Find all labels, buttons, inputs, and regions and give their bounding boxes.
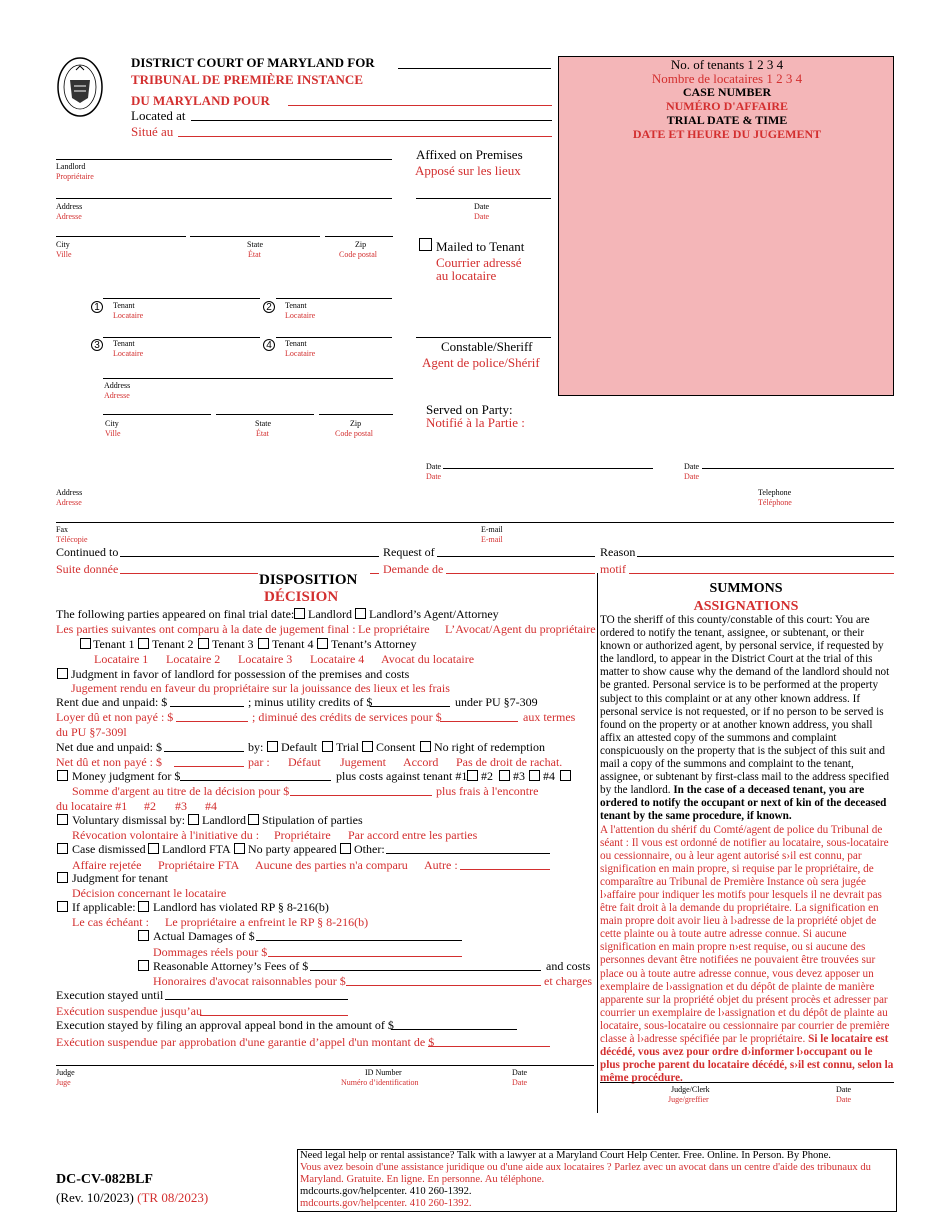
landlord-state-label-fr: État: [248, 250, 261, 259]
rent-pu-label-fr: aux termes: [523, 710, 576, 724]
affixed-date-label: Date: [474, 202, 490, 211]
bond-line-fr[interactable]: [428, 1046, 550, 1047]
noright-label: No right of redemption: [434, 740, 545, 754]
case-info-box: [558, 56, 894, 396]
landlord-address-line[interactable]: [56, 198, 392, 199]
rent-label: Rent due and unpaid: $: [56, 695, 168, 709]
located-label: Located at: [131, 108, 186, 123]
voluntary-label-fr: Révocation volontaire à l'initiative du :: [72, 828, 260, 842]
tenant-attorney-label-fr: Avocat du locataire: [381, 652, 475, 666]
default-checkbox[interactable]: [267, 741, 278, 752]
form-id: DC-CV-082BLF: [56, 1172, 153, 1187]
fax-label: Fax: [56, 525, 68, 534]
affixed-date-label-fr: Date: [474, 212, 490, 221]
net-line-fr[interactable]: [174, 766, 244, 767]
tenant2-checkbox[interactable]: [138, 638, 149, 649]
disposition-title: DISPOSITION: [259, 572, 358, 588]
reason-label-fr: motif: [600, 562, 626, 576]
money-costs-label-fr: plus frais à l'encontre: [436, 784, 539, 798]
landlord-zip-label: Zip: [355, 240, 367, 249]
form-revision-en: (Rev. 10/2023): [56, 1190, 134, 1205]
served-label: Served on Party:: [426, 402, 513, 417]
money-t4-label-fr: #4: [205, 799, 217, 813]
located-label-fr: Situé au: [131, 124, 174, 139]
contact-address-label: Address: [56, 488, 83, 497]
fees-line[interactable]: [310, 970, 541, 971]
tenant-1-label: Tenant: [113, 301, 135, 310]
voluntary-stip-label-fr: Par accord entre les parties: [348, 828, 478, 842]
rent-pu-label-fr2: du PU §7-309l: [56, 725, 127, 739]
mailed-label-fr1: Courrier adressé: [436, 255, 522, 270]
landlord-state-line[interactable]: [190, 236, 320, 237]
summons-body-en: TO the sheriff of this county/constable of this court: You are ordered to notify the tenant, assignee, or subtenant, or their known or authorized agent, by personal service, if requested by the landlord, to appear in the District Court at the trial of this matter to show cause why the demand of the landlord should not be granted. Personal service is to be performed at the property subject to this complaint or at any other known address. If personal service is not requested, or if no person to be served is found on the property or at another known address, you shall affix an attested copy of the summons and complaint conspicuously on the property that is the subject of this suit and mail a copy of the summons and complaint to the tenant, assignee, or subtenant by first-class mail to the address specified by the landlord.: [600, 614, 890, 797]
money-judgment-label: Money judgment for $: [72, 769, 181, 783]
reason-line[interactable]: [637, 556, 894, 557]
court-seal-icon: [56, 56, 104, 118]
contact-address-label-fr: Adresse: [56, 498, 82, 507]
rent-credits-label: ; minus utility credits of $: [248, 695, 373, 709]
landlord-zip-line[interactable]: [325, 236, 393, 237]
judge-label: Judge: [56, 1068, 75, 1077]
continued-label: Continued to: [56, 545, 119, 559]
judgment-tenant-label: Judgment for tenant: [72, 871, 168, 885]
tenant-3-label-fr: Locataire: [113, 349, 144, 358]
summons-body-en-bold: In the case of a deceased tenant, you are ordered to notify the occupant or next of kin of the deceased tenant by the same procedure, if known.: [600, 784, 887, 823]
bond-line[interactable]: [391, 1029, 517, 1030]
actual-damages-line-fr[interactable]: [268, 956, 462, 957]
summons-body: [600, 614, 895, 1085]
constable-line[interactable]: [416, 337, 551, 338]
judge-label-fr: Juge: [56, 1078, 71, 1087]
tenant-city-line[interactable]: [103, 414, 211, 415]
mailed-checkbox[interactable]: [419, 238, 432, 251]
money-judgment-checkbox[interactable]: [57, 770, 68, 781]
actual-damages-line[interactable]: [256, 940, 462, 941]
tenant1-label: Tenant 1: [93, 637, 135, 651]
default-label: Default: [281, 740, 317, 754]
actual-damages-label: Actual Damages of $: [153, 929, 255, 943]
net-label: Net due and unpaid: $: [56, 740, 162, 754]
money-tenant1-label-fr: du locataire #1: [56, 799, 128, 813]
summons-body-fr: A l'attention du shérif du Comté/agent de police du Tribunal de séant : Il vous est ordonné de notifier au locataire, sous-locataire ou cessionnaire, ou à leur agent autorisé s›il est connu, par signification en main propre, si requise par le propriétaire, de comparaître au Tribunal de Première Instance où sera jugée l›affaire pour indiquer les motifs pour lesquels il ne devrait pas être fait droit à la demande du propriétaire. La signification en main propre doit avoir lieu à l›adresse de la propriété objet de cette plainte ou à toute autre adresse connue. Si aucune signification en main propre n›est requise, ou si aucune des personnes devant être notifiées ne pouvaient être trouvées sur place ou à toute autre adresse connue, vous devez apposer un exemplaire de l›assignation et du dépôt de plainte de manière apparente sur la propriété objet du présent procès et adresser par courrier un exemplaire de l›assignation et du dépôt de plainte au locataire, sous-locataire ou cessionnaire par courrier de première classe à l›adresse spécifiée par le propriétaire.: [600, 823, 890, 1045]
noparty-label: No party appeared: [248, 842, 337, 856]
tenant-address-label-fr: Adresse: [104, 391, 130, 400]
affixed-date-line[interactable]: [416, 198, 551, 199]
appeared-text: The following parties appeared on final trial date:: [56, 607, 295, 621]
landlord-city-label-fr: Ville: [56, 250, 72, 259]
violated-label-fr: Le propriétaire a enfreint le RP § 8-216(b): [165, 915, 369, 929]
tenant-3-number: 3: [91, 339, 103, 351]
net-label-fr: Net dû et non payé : $: [56, 755, 162, 769]
landlord-state-label: State: [247, 240, 263, 249]
judge-id-label: ID Number: [365, 1068, 402, 1077]
request-label: Request of: [383, 545, 435, 559]
case-number-fr: NUMÉRO D'AFFAIRE: [665, 99, 789, 113]
email-label-fr: E-mail: [481, 535, 503, 544]
clerk-date-label-fr: Date: [836, 1095, 852, 1104]
bond-label: Execution stayed by filing an approval appeal bond in the amount of $: [56, 1018, 394, 1032]
violated-checkbox[interactable]: [138, 901, 149, 912]
clerk-label-fr: Juge/greffier: [668, 1095, 709, 1104]
tenant3-label: Tenant 3: [212, 637, 254, 651]
appeared-landlord-checkbox[interactable]: [294, 608, 305, 619]
rent-credits-label-fr: ; diminué des crédits de services pour $: [252, 710, 442, 724]
clerk-label: Judge/Clerk: [671, 1085, 710, 1094]
tenant-4-line[interactable]: [276, 337, 392, 338]
judgment-possession-label: Judgment in favor of landlord for possession of the premises and costs: [71, 667, 410, 681]
contact-line[interactable]: [56, 522, 894, 523]
tenant1-label-fr: Locataire 1: [94, 652, 149, 666]
clerk-signature-line[interactable]: [600, 1082, 894, 1083]
request-line-fr[interactable]: [446, 573, 595, 574]
continued-line-fr-b[interactable]: [370, 573, 379, 574]
tenant2-label-fr: Locataire 2: [166, 652, 221, 666]
voluntary-stip-checkbox[interactable]: [248, 814, 259, 825]
ifapplicable-label: If applicable:: [72, 900, 136, 914]
served-date-label-2-fr: Date: [684, 472, 700, 481]
tenant4-label: Tenant 4: [272, 637, 314, 651]
continued-label-fr: Suite donnée: [56, 562, 119, 576]
tenant-state-label: State: [255, 419, 271, 428]
ifapplicable-label-fr: Le cas échéant :: [72, 915, 149, 929]
landlord-line[interactable]: [56, 159, 392, 160]
dismissed-label-fr: Affaire rejetée: [72, 858, 142, 872]
other-checkbox[interactable]: [340, 843, 351, 854]
judge-signature-line[interactable]: [56, 1065, 594, 1066]
served-date-label-1: Date: [426, 462, 442, 471]
tenant2-label: Tenant 2: [152, 637, 194, 651]
voluntary-stip-label: Stipulation of parties: [262, 813, 363, 827]
judgment-possession-label-fr: Jugement rendu en faveur du propriétaire sur la jouissance des lieux et les frais: [71, 681, 450, 695]
fees-line-fr[interactable]: [346, 985, 541, 986]
summons-title-fr: ASSIGNATIONS: [693, 599, 799, 614]
reason-line-fr[interactable]: [629, 573, 894, 574]
tenant-city-label-fr: Ville: [105, 429, 121, 438]
tenant-2-number: 2: [263, 301, 275, 313]
tenant-4-label: Tenant: [285, 339, 307, 348]
landlord-address-label: Address: [56, 202, 83, 211]
trial-date-en: TRIAL DATE & TIME: [666, 113, 788, 127]
stayed-line-fr[interactable]: [200, 1015, 348, 1016]
tenant-state-line[interactable]: [216, 414, 314, 415]
stayed-line[interactable]: [165, 999, 348, 1000]
tenant-city-label: City: [105, 419, 119, 428]
summons-divider: [597, 573, 598, 1113]
consent-checkbox[interactable]: [362, 741, 373, 752]
rent-line-fr[interactable]: [176, 721, 248, 722]
tenants-count-en: No. of tenants 1 2 3 4: [670, 57, 784, 72]
voluntary-landlord-label: Landlord: [202, 813, 246, 827]
tenant-attorney-checkbox[interactable]: [317, 638, 328, 649]
dismissed-label: Case dismissed: [72, 842, 146, 856]
case-number-en: CASE NUMBER: [682, 85, 772, 99]
disposition-title-fr: DÉCISION: [264, 589, 339, 605]
fees-label: Reasonable Attorney’s Fees of $: [153, 959, 309, 973]
stayed-label-fr: Exécution suspendue jusqu’au: [56, 1004, 202, 1018]
rent-credits-line[interactable]: [370, 706, 450, 707]
tenant-2-label-fr: Locataire: [285, 311, 316, 320]
email-label: E-mail: [481, 525, 503, 534]
appeared-agent-checkbox[interactable]: [355, 608, 366, 619]
noparty-label-fr: Aucune des parties n'a comparu: [255, 858, 408, 872]
court-title-fr1: TRIBUNAL DE PREMIÈRE INSTANCE: [131, 72, 363, 87]
fees-checkbox[interactable]: [138, 960, 149, 971]
landlord-label: Landlord: [56, 162, 86, 171]
tenant-3-label: Tenant: [113, 339, 135, 348]
tenant-3-line[interactable]: [103, 337, 260, 338]
tenant-1-label-fr: Locataire: [113, 311, 144, 320]
money-judgment-line-fr[interactable]: [290, 795, 432, 796]
tenant-state-label-fr: État: [256, 429, 269, 438]
tenant-2-label: Tenant: [285, 301, 307, 310]
form-revision-fr: (TR 08/2023): [137, 1190, 209, 1205]
tenant3-label-fr: Locataire 3: [238, 652, 293, 666]
mailed-label: Mailed to Tenant: [436, 239, 525, 254]
by-label: by:: [248, 740, 264, 754]
landlord-address-label-fr: Adresse: [56, 212, 82, 221]
voluntary-landlord-label-fr: Propriétaire: [274, 828, 331, 842]
voluntary-label: Voluntary dismissal by:: [72, 813, 186, 827]
fees-label-fr: Honoraires d'avocat raisonnables pour $: [153, 974, 346, 988]
summons-body-fr-bold: Si le locataire est décédé, vous avez pour ordre d›informer l›occupant ou le plus proche parent du locataire décédé, s›il est connu, selon la même procédure.: [600, 1033, 894, 1085]
help-url-en[interactable]: mdcourts.gov/helpcenter. 410 260-1392.: [300, 1186, 472, 1197]
noright-label-fr: Pas de droit de rachat.: [456, 755, 563, 769]
judge-date-label: Date: [512, 1068, 528, 1077]
tenants-count-fr: Nombre de locataires 1 2 3 4: [651, 71, 803, 86]
trial-checkbox[interactable]: [322, 741, 333, 752]
judge-date-label-fr: Date: [512, 1078, 528, 1087]
affixed-label: Affixed on Premises: [416, 147, 523, 162]
summons-title: SUMMONS: [709, 581, 783, 596]
trial-label-fr: Jugement: [340, 755, 386, 769]
by-label-fr: par :: [248, 755, 270, 769]
rent-label-fr: Loyer dû et non payé : $: [56, 710, 174, 724]
appeared-landlord-label: Landlord: [308, 607, 352, 621]
tenant3-checkbox[interactable]: [198, 638, 209, 649]
summons-body-fr-block: [600, 824, 895, 1086]
located-line-fr[interactable]: [178, 136, 552, 137]
rent-pu-label: under PU §7-309: [455, 695, 538, 709]
tenant-address-line[interactable]: [103, 378, 393, 379]
judge-id-label-fr: Numéro d’identification: [341, 1078, 419, 1087]
help-center-box: [297, 1149, 897, 1212]
tenant-2-line[interactable]: [276, 298, 392, 299]
landlord-zip-label-fr: Code postal: [339, 250, 377, 259]
ifapplicable-checkbox[interactable]: [57, 901, 68, 912]
bond-label-fr: Exécution suspendue par approbation d'une garantie d’appel d'un montant de $: [56, 1035, 435, 1049]
court-title-fr2: DU MARYLAND POUR: [131, 93, 270, 108]
county-line-fr[interactable]: [288, 105, 552, 106]
located-line[interactable]: [191, 120, 552, 121]
mailed-label-fr2: au locataire: [436, 268, 497, 283]
request-label-fr: Demande de: [383, 562, 444, 576]
other-label-fr: Autre :: [424, 858, 458, 872]
money-t3-checkbox[interactable]: [499, 770, 510, 781]
money-t2-label: #2: [481, 769, 493, 783]
tenant-zip-label: Zip: [350, 419, 362, 428]
fta-label: Landlord FTA: [162, 842, 231, 856]
actual-damages-checkbox[interactable]: [138, 930, 149, 941]
help-text-en: Need legal help or rental assistance? Talk with a lawyer at a Maryland Court Help Center. Free. Online. In Person. By Phone.: [300, 1150, 831, 1161]
telephone-label: Telephone: [758, 488, 792, 497]
money-t4-checkbox[interactable]: [529, 770, 540, 781]
tenant-address-label: Address: [104, 381, 131, 390]
fees-costs-label: and costs: [546, 959, 591, 973]
court-title-en: DISTRICT COURT OF MARYLAND FOR: [131, 55, 375, 70]
tenant-1-number: 1: [91, 301, 103, 313]
constable-label-fr: Agent de police/Shérif: [422, 355, 540, 370]
served-date-line-1[interactable]: [443, 468, 653, 469]
constable-label: Constable/Sheriff: [441, 339, 533, 354]
judgment-tenant-label-fr: Décision concernant le locataire: [72, 886, 227, 900]
stayed-label: Execution stayed until: [56, 988, 164, 1002]
net-line[interactable]: [164, 751, 244, 752]
default-label-fr: Défaut: [288, 755, 321, 769]
tenant-1-line[interactable]: [103, 298, 260, 299]
trial-date-fr: DATE ET HEURE DU JUGEMENT: [632, 127, 822, 141]
fta-checkbox[interactable]: [148, 843, 159, 854]
money-t3-label-fr: #3: [175, 799, 187, 813]
appeared-agent-fr: L’Avocat/Agent du propriétaire: [445, 622, 596, 636]
fax-label-fr: Télécopie: [56, 535, 88, 544]
consent-label: Consent: [376, 740, 416, 754]
tenant4-label-fr: Locataire 4: [310, 652, 365, 666]
other-line-fr[interactable]: [460, 869, 550, 870]
violated-label: Landlord has violated RP § 8-216(b): [153, 900, 329, 914]
served-label-fr: Notifié à la Partie :: [426, 415, 525, 430]
judgment-possession-checkbox[interactable]: [57, 668, 68, 679]
landlord-label-fr: Propriétaire: [56, 172, 94, 181]
trial-label: Trial: [336, 740, 359, 754]
money-judgment-line[interactable]: [180, 780, 331, 781]
consent-label-fr: Accord: [403, 755, 439, 769]
clerk-date-label: Date: [836, 1085, 852, 1094]
landlord-city-line[interactable]: [56, 236, 186, 237]
help-text-fr: Vous avez besoin d'une assistance juridique ou d'une aide aux locataires ? Parlez avec un avocat dans un centre d'aide des tribunaux du Maryland. Gratuite. En ligne. En personne. Au téléphone.: [300, 1162, 871, 1185]
appeared-agent-label: Landlord’s Agent/Attorney: [369, 607, 499, 621]
rent-line[interactable]: [170, 706, 244, 707]
tenant-4-label-fr: Locataire: [285, 349, 316, 358]
noright-checkbox[interactable]: [420, 741, 431, 752]
actual-damages-label-fr: Dommages réels pour $: [153, 945, 268, 959]
money-t2-label-fr: #2: [144, 799, 156, 813]
voluntary-landlord-checkbox[interactable]: [188, 814, 199, 825]
money-costs-label: plus costs against tenant #1: [336, 769, 468, 783]
continued-line[interactable]: [120, 556, 379, 557]
tenant-zip-line[interactable]: [319, 414, 393, 415]
tenant1-checkbox[interactable]: [80, 638, 91, 649]
help-url-fr[interactable]: mdcourts.gov/helpcenter. 410 260-1392.: [300, 1198, 472, 1209]
judgment-tenant-checkbox[interactable]: [57, 872, 68, 883]
form-revision: [56, 1190, 208, 1206]
other-line[interactable]: [386, 853, 550, 854]
telephone-label-fr: Téléphone: [758, 498, 792, 507]
tenant-zip-label-fr: Code postal: [335, 429, 373, 438]
fta-label-fr: Propriétaire FTA: [158, 858, 240, 872]
other-label: Other:: [354, 842, 385, 856]
appeared-landlord-fr: Le propriétaire: [358, 622, 430, 636]
served-date-label-2: Date: [684, 462, 700, 471]
appeared-text-fr: Les parties suivantes ont comparu à la date de jugement final :: [56, 622, 356, 636]
request-line[interactable]: [437, 556, 595, 557]
county-line[interactable]: [398, 68, 551, 69]
rent-credits-line-fr[interactable]: [440, 721, 518, 722]
dismissed-checkbox[interactable]: [57, 843, 68, 854]
landlord-city-label: City: [56, 240, 70, 249]
money-t3-label: #3: [513, 769, 525, 783]
money-t4-label: #4: [543, 769, 555, 783]
money-t5-checkbox[interactable]: [560, 770, 571, 781]
tenant4-checkbox[interactable]: [258, 638, 269, 649]
affixed-label-fr: Apposé sur les lieux: [415, 163, 521, 178]
served-date-line-2[interactable]: [702, 468, 894, 469]
money-judgment-label-fr: Somme d'argent au titre de la décision pour $: [72, 784, 290, 798]
reason-label: Reason: [600, 545, 636, 559]
served-date-label-1-fr: Date: [426, 472, 442, 481]
fees-costs-label-fr: et charges: [544, 974, 593, 988]
tenant-4-number: 4: [263, 339, 275, 351]
continued-line-fr-a[interactable]: [120, 573, 258, 574]
tenant-attorney-label: Tenant’s Attorney: [331, 637, 417, 651]
noparty-checkbox[interactable]: [234, 843, 245, 854]
voluntary-checkbox[interactable]: [57, 814, 68, 825]
money-t2-checkbox[interactable]: [467, 770, 478, 781]
